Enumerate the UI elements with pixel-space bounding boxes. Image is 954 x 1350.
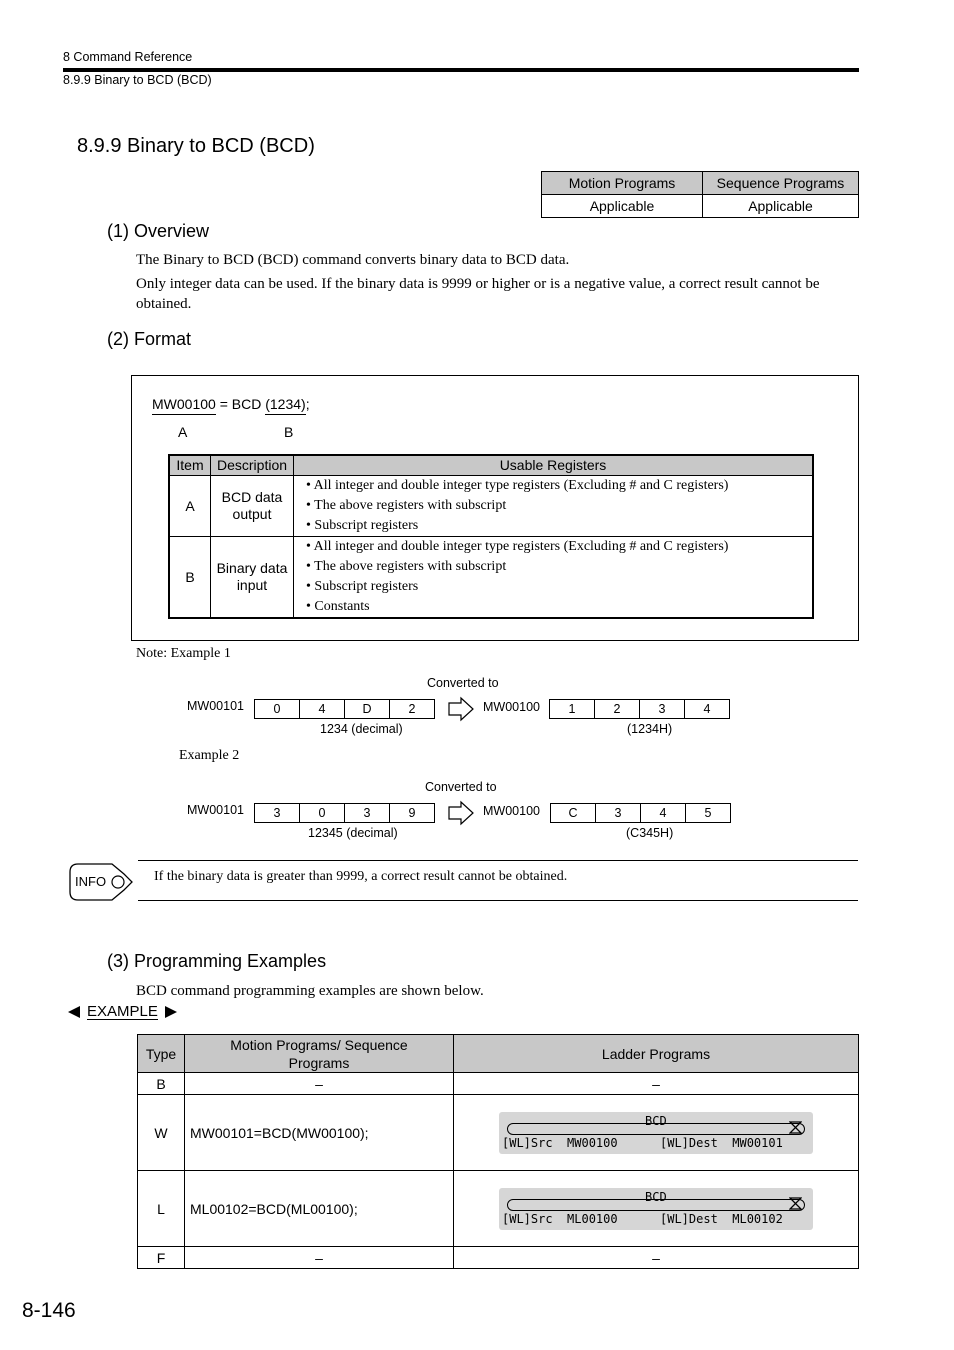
applicability-motion: Applicable — [542, 195, 703, 218]
ladder-src-operand: [WL]Src ML00100 — [502, 1211, 618, 1226]
ex2-dest-caption: (C345H) — [626, 826, 674, 840]
ex2-source-caption: 12345 (decimal) — [308, 826, 398, 840]
ex2-dest-digits — [551, 803, 731, 823]
overview-paragraph-2: Only integer data can be used. If the binary data is 9999 or higher or is a negative value, a correct result cannot be obtained. — [136, 276, 820, 312]
registers-header-item: Item — [169, 455, 211, 475]
expr-operand-b: (1234) — [265, 396, 305, 415]
ex1-dest-digits — [550, 699, 730, 719]
ex2-source-register: MW00101 — [187, 803, 244, 817]
row-b-register-line: • Subscript registers — [306, 578, 419, 594]
programming-table — [137, 1034, 859, 1269]
row-a-item: A — [169, 475, 211, 536]
prog-row-b — [138, 1073, 859, 1095]
digit-box: C — [550, 803, 596, 823]
row-w-motion: MW00101=BCD(MW00100); — [185, 1095, 454, 1171]
digit-box: 9 — [389, 803, 435, 823]
digit-box: 3 — [254, 803, 300, 823]
digit-box: 2 — [389, 699, 435, 719]
digit-box: 0 — [299, 803, 345, 823]
ex2-converted-label: Converted to — [425, 780, 497, 794]
digit-box: 1 — [549, 699, 595, 719]
row-b-register-line: • The above registers with subscript — [306, 558, 507, 574]
digit-box: 3 — [639, 699, 685, 719]
row-f-motion: – — [185, 1247, 454, 1269]
expr-function: = BCD — [215, 396, 266, 412]
info-bottom-rule — [138, 900, 858, 901]
applicability-header-sequence: Sequence Programs — [703, 172, 859, 195]
programming-heading: (3) Programming Examples — [107, 951, 327, 971]
digit-box: 0 — [254, 699, 300, 719]
prog-header-ladder: Ladder Programs — [454, 1035, 859, 1073]
ladder-dest-operand: [WL]Dest MW00101 — [660, 1135, 783, 1150]
registers-row-b — [169, 536, 813, 618]
hourglass-icon — [789, 1121, 802, 1134]
programming-intro: BCD command programming examples are shown below. — [136, 983, 484, 999]
row-a-register-line: • All integer and double integer type registers (Excluding # and C registers) — [306, 477, 729, 493]
row-w-type: W — [138, 1095, 185, 1171]
ladder-block-bcd-l — [499, 1188, 813, 1230]
row-b-register-line: • Constants — [306, 598, 370, 614]
digit-box: 3 — [595, 803, 641, 823]
format-heading: (2) Format — [107, 329, 192, 349]
expr-terminator: ; — [305, 396, 310, 412]
prog-header-motion: Motion Programs/ Sequence Programs — [185, 1035, 454, 1073]
ex2-source-digits — [255, 803, 435, 823]
example-1-label: Note: Example 1 — [136, 646, 231, 661]
ex1-source-register: MW00101 — [187, 699, 244, 713]
page-title: 8.9.9 Binary to BCD (BCD) — [77, 135, 315, 157]
example-label: EXAMPLE — [87, 1003, 158, 1020]
row-b-type: B — [138, 1073, 185, 1095]
row-b-register-line: • All integer and double integer type registers (Excluding # and C registers) — [306, 538, 729, 554]
row-b-motion: – — [185, 1073, 454, 1095]
label-a: A — [178, 424, 188, 440]
digit-box: 5 — [685, 803, 731, 823]
registers-row-a — [169, 475, 813, 536]
registers-header-description: Description — [211, 455, 294, 475]
row-a-description: BCD data output — [211, 475, 294, 536]
applicability-table — [541, 171, 859, 218]
registers-table — [168, 454, 814, 619]
arrow-right-icon — [447, 696, 475, 722]
info-text: If the binary data is greater than 9999, a correct result cannot be obtained. — [154, 869, 568, 884]
digit-box: 2 — [594, 699, 640, 719]
ex1-converted-label: Converted to — [427, 676, 499, 690]
digit-box: 4 — [640, 803, 686, 823]
row-w-ladder — [454, 1095, 859, 1171]
prog-header-type: Type — [138, 1035, 185, 1073]
running-header-section: 8.9.9 Binary to BCD (BCD) — [63, 73, 212, 87]
example-marker — [67, 1004, 178, 1020]
digit-box: D — [344, 699, 390, 719]
ladder-dest-operand: [WL]Dest ML00102 — [660, 1211, 783, 1226]
prog-row-w — [138, 1095, 859, 1171]
triangle-right-icon — [164, 1005, 178, 1019]
info-top-rule — [138, 860, 858, 861]
label-b: B — [284, 424, 294, 440]
row-a-registers — [294, 475, 814, 536]
ex1-dest-register: MW00100 — [483, 700, 540, 714]
format-box — [131, 375, 859, 641]
registers-header-usable: Usable Registers — [294, 455, 814, 475]
ex1-dest-caption: (1234H) — [627, 722, 673, 736]
digit-box: 4 — [299, 699, 345, 719]
digit-box: 3 — [344, 803, 390, 823]
row-a-register-line: • Subscript registers — [306, 517, 419, 533]
ex1-source-caption: 1234 (decimal) — [320, 722, 403, 736]
overview-paragraph-1: The Binary to BCD (BCD) command converts binary data to BCD data. — [136, 252, 570, 268]
row-f-type: F — [138, 1247, 185, 1269]
digit-box: 4 — [684, 699, 730, 719]
row-l-ladder — [454, 1171, 859, 1247]
format-expression — [152, 396, 310, 415]
row-b-description: Binary data input — [211, 536, 294, 618]
triangle-left-icon — [67, 1005, 81, 1019]
arrow-right-icon — [447, 800, 475, 826]
example-2-label: Example 2 — [179, 748, 240, 763]
row-b-item: B — [169, 536, 211, 618]
ladder-src-operand: [WL]Src MW00100 — [502, 1135, 618, 1150]
ladder-command-name: BCD — [645, 1189, 667, 1204]
row-b-registers — [294, 536, 814, 618]
row-f-ladder: – — [454, 1247, 859, 1269]
ex1-source-digits — [255, 699, 435, 719]
prog-row-f — [138, 1247, 859, 1269]
prog-row-l — [138, 1171, 859, 1247]
applicability-header-motion: Motion Programs — [542, 172, 703, 195]
row-l-type: L — [138, 1171, 185, 1247]
ladder-command-name: BCD — [645, 1113, 667, 1128]
row-b-ladder: – — [454, 1073, 859, 1095]
hourglass-icon — [789, 1197, 802, 1210]
page-number: 8-146 — [22, 1299, 76, 1322]
applicability-sequence: Applicable — [703, 195, 859, 218]
expr-operand-a: MW00100 — [152, 396, 216, 415]
ladder-block-bcd-w — [499, 1112, 813, 1154]
running-header-chapter: 8 Command Reference — [63, 50, 193, 64]
row-l-motion: ML00102=BCD(ML00100); — [185, 1171, 454, 1247]
info-icon-label: INFO — [75, 874, 107, 889]
overview-heading: (1) Overview — [107, 221, 210, 241]
ex2-dest-register: MW00100 — [483, 804, 540, 818]
header-rule — [63, 68, 859, 72]
row-a-register-line: • The above registers with subscript — [306, 497, 507, 513]
